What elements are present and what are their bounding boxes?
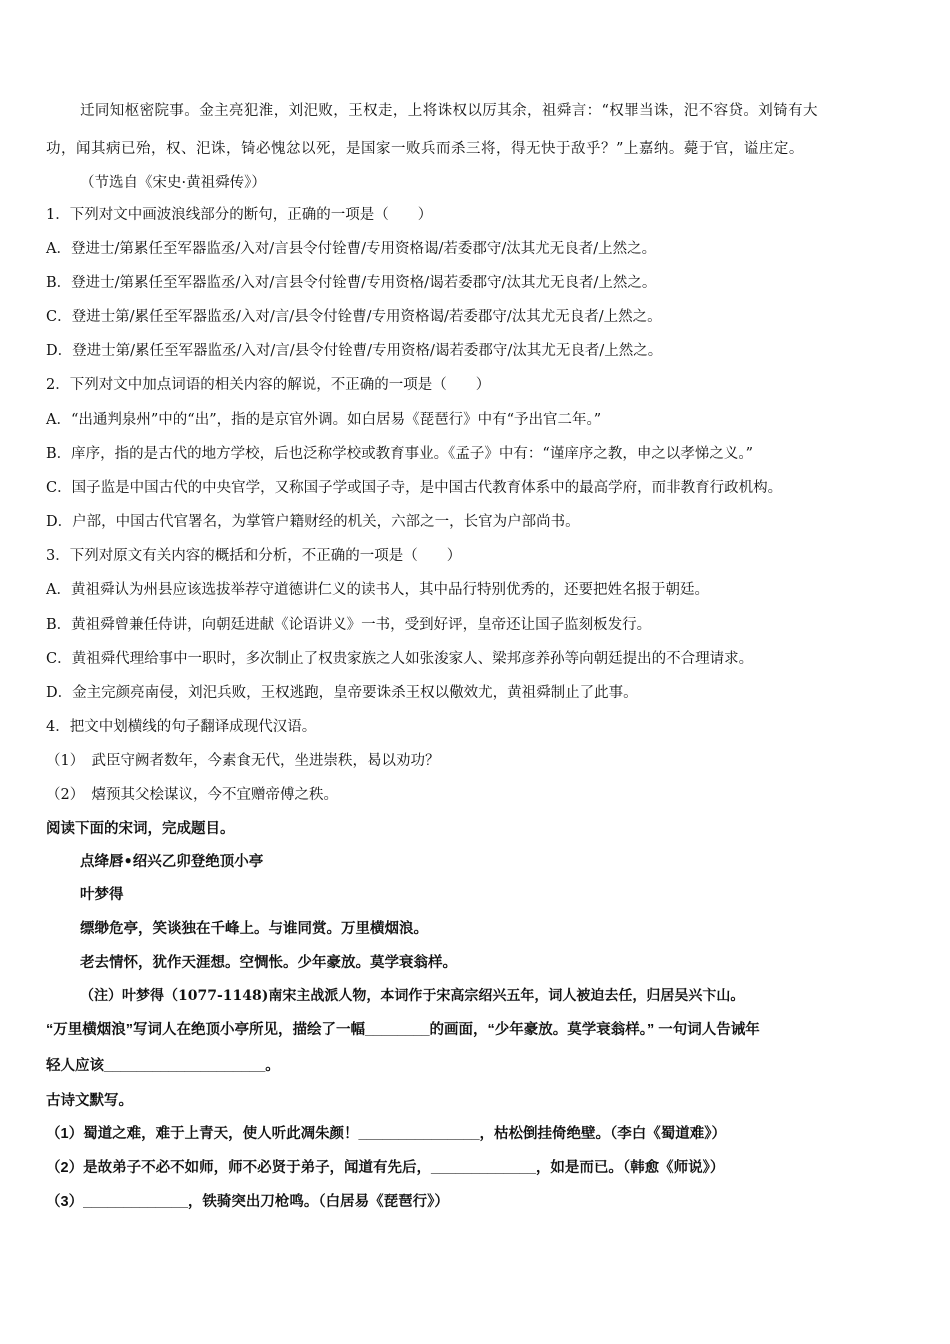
q2-option-b: B．庠序，指的是古代的地方学校，后也泛称学校或教育事业。《孟子》中有：“谨庠序之教，申之以孝悌之义。”	[46, 446, 753, 462]
q3-option-d: D．金主完颜亮南侵，刘汜兵败，王权逃跑，皇帝要诛杀王权以儆效尤，黄祖舜制止了此事。	[46, 685, 638, 701]
q3-option-b: B．黄祖舜曾兼任侍讲，向朝廷进献《论语讲义》一书，受到好评，皇帝还让国子监刻板发行。	[46, 617, 652, 633]
dictation-item-2: （2）是故弟子不必不如师，师不必贤于弟子，闻道有先后，_____________，如是而已。（韩愈《师说》）	[46, 1160, 725, 1176]
q3-option-a: A．黄祖舜认为州县应该选拔举荐守道德讲仁义的读书人，其中品行特别优秀的，还要把姓名报于朝廷。	[46, 582, 709, 598]
ci-line-2: 老去情怀，犹作天涯想。空惆怅。少年豪放。莫学衰翁样。	[80, 954, 457, 971]
q1-option-a: A．登进士/第累任至军器监丞/入对/言县令付铨曹/专用资格谒/若委郡守/汰其尤无良者/上然之。	[46, 241, 657, 257]
passage-para2: 功，闻其病已殆，权、汜诛，锜必愧忿以死，是国家一败兵而杀三将，得无快于敌乎？”上嘉纳。薨于官，谥庄定。	[46, 141, 804, 157]
passage-source: （节选自《宋史·黄祖舜传》）	[80, 175, 266, 191]
q1-stem: 1．下列对文中画波浪线部分的断句，正确的一项是（ ）	[46, 207, 433, 223]
ci-question-line-1: “万里横烟浪”写词人在绝顶小亭所见，描绘了一幅________的画面，“少年豪放。莫学衰翁样。” 一句词人告诫年	[46, 1022, 760, 1038]
ci-note: （注）叶梦得（1077-1148)南宋主战派人物，本词作于宋高宗绍兴五年，词人被迫去任，归居吴兴卞山。	[80, 988, 745, 1004]
q2-option-a: A．“出通判泉州”中的“出”，指的是京官外调。如白居易《琵琶行》中有“予出官二年。”	[46, 412, 602, 428]
q3-stem: 3．下列对原文有关内容的概括和分析，不正确的一项是（ ）	[46, 548, 462, 564]
q4-sentence-1: （1） 武臣守阙者数年，今素食无代，坐进崇秩，曷以劝功？	[46, 753, 440, 769]
dictation-item-1: （1）蜀道之难，难于上青天，使人听此凋朱颜！_______________，枯松倒挂倚绝壁。（李白《蜀道难》）	[46, 1126, 727, 1142]
ci-question-line-2: 轻人应该____________________。	[46, 1058, 280, 1074]
q1-option-d: D．登进士第/累任至军器监丞/入对/言/县令付铨曹/专用资格/谒若委郡守/汰其尤无良者/上然之。	[46, 343, 663, 359]
q1-option-b: B．登进士/第累任至军器监丞/入对/言县令付铨曹/专用资格/谒若委郡守/汰其尤无良者/上然之。	[46, 275, 657, 291]
dictation-item-3: （3）_____________，铁骑突出刀枪鸣。（白居易《琵琶行》）	[46, 1194, 449, 1210]
q2-option-d: D．户部，中国古代官署名，为掌管户籍财经的机关，六部之一，长官为户部尚书。	[46, 514, 580, 530]
q3-option-c: C．黄祖舜代理给事中一职时，多次制止了权贵家族之人如张浚家人、梁邦彦养孙等向朝廷提出的不合理请求。	[46, 651, 754, 667]
dictation-title: 古诗文默写。	[46, 1093, 133, 1109]
q2-stem: 2．下列对文中加点词语的相关内容的解说，不正确的一项是（ ）	[46, 377, 491, 393]
ci-title: 点绛唇•绍兴乙卯登绝顶小亭	[80, 853, 264, 870]
ci-intro: 阅读下面的宋词，完成题目。	[46, 821, 235, 837]
q1-option-c: C．登进士第/累任至军器监丞/入对/言/县令付铨曹/专用资格谒/若委郡守/汰其尤无良者/上然之。	[46, 309, 662, 325]
q4-stem: 4．把文中划横线的句子翻译成现代汉语。	[46, 719, 317, 735]
ci-author: 叶梦得	[80, 886, 124, 903]
passage-para1: 迁同知枢密院事。金主亮犯淮，刘汜败，王权走，上将诛权以厉其余，祖舜言：“权罪当诛，汜不容贷。刘锜有大	[80, 103, 818, 119]
q4-sentence-2: （2） 熺预其父桧谋议，今不宜赠帝傅之秩。	[46, 787, 338, 803]
ci-line-1: 缥缈危亭，笑谈独在千峰上。与谁同赏。万里横烟浪。	[80, 920, 428, 937]
q2-option-c: C．国子监是中国古代的中央官学，又称国子学或国子寺，是中国古代教育体系中的最高学府，而非教育行政机构。	[46, 480, 783, 496]
